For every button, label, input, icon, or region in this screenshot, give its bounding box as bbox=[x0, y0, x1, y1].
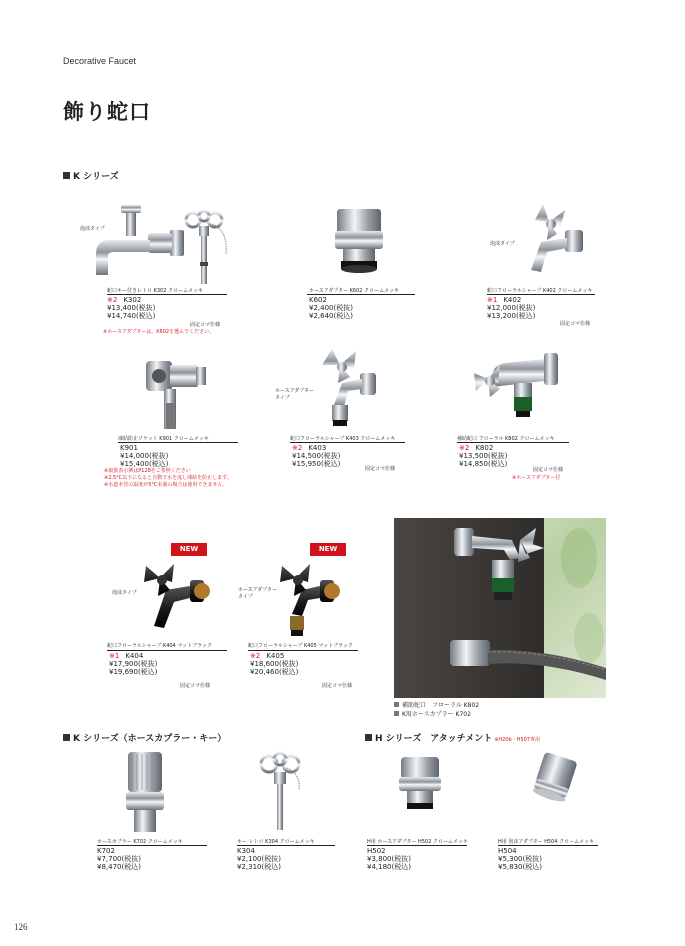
section-heading-k-series: K シリーズ bbox=[63, 169, 119, 182]
spec-label: 固定コマ仕様 bbox=[365, 466, 396, 472]
product-tag-line2: タイプ bbox=[238, 594, 253, 600]
price-excluding-tax: ¥5,300(税抜) bbox=[498, 855, 542, 863]
new-badge: NEW bbox=[171, 543, 207, 556]
product-note: ※ホースアダプターは、K602を選んでください。 bbox=[103, 329, 215, 335]
product-name: 蛇口フローラルシャープ K402 クロームメッキ bbox=[487, 288, 593, 294]
product-name: 蛇口フローラルシャープ K404 マットブラック bbox=[107, 643, 212, 649]
price-including-tax: ¥2,640(税込) bbox=[309, 312, 353, 320]
product-name: 蛇口フローラルシャープ K403 クロームメッキ bbox=[290, 436, 396, 442]
spec-label: 固定コマ仕様 bbox=[533, 467, 564, 473]
product-code-row: ※2 K302 bbox=[107, 296, 142, 304]
product-name: H用 泡沫アダプター H504 クロームメッキ bbox=[498, 839, 595, 845]
product-name: 凍結防止ソケット K901 クロームメッキ bbox=[118, 436, 209, 442]
price-including-tax: ¥4,180(税込) bbox=[367, 863, 411, 871]
installation-photo bbox=[394, 518, 606, 698]
product-divider bbox=[237, 845, 335, 846]
price-excluding-tax: ¥12,000(税抜) bbox=[487, 304, 536, 312]
k702-coupler-image bbox=[120, 750, 170, 835]
price-including-tax: ¥13,200(税込) bbox=[487, 312, 536, 320]
product-divider bbox=[487, 294, 595, 295]
product-name: H用 ホースアダプター H502 クロームメッキ bbox=[367, 839, 468, 845]
product-code: K702 bbox=[97, 847, 115, 855]
product-tag: 泡沫タイプ bbox=[112, 590, 137, 596]
product-code: K602 bbox=[309, 296, 327, 304]
product-tag-line2: タイプ bbox=[275, 395, 290, 401]
price-excluding-tax: ¥13,500(税抜) bbox=[459, 452, 508, 460]
price-excluding-tax: ¥13,400(税抜) bbox=[107, 304, 156, 312]
product-note-2: ※2.5°C以下になると自動で水を流し凍結を防止します。 bbox=[104, 475, 232, 481]
product-code: H504 bbox=[498, 847, 517, 855]
price-excluding-tax: ¥14,000(税抜) bbox=[120, 452, 169, 460]
product-divider bbox=[118, 442, 238, 443]
square-bullet-icon bbox=[63, 734, 70, 741]
k404-faucet-image bbox=[130, 560, 220, 645]
spec-label: 固定コマ仕様 bbox=[560, 321, 591, 327]
page-title: 飾り蛇口 bbox=[63, 99, 151, 124]
price-including-tax: ¥8,470(税込) bbox=[97, 863, 141, 871]
square-bullet-icon bbox=[394, 702, 399, 707]
product-divider bbox=[367, 845, 467, 846]
product-code-row: ※2 K802 bbox=[459, 444, 494, 452]
spec-label: 固定コマ仕様 bbox=[322, 683, 353, 689]
price-including-tax: ¥14,850(税込) bbox=[459, 460, 508, 468]
k802-faucet-image bbox=[470, 347, 580, 432]
price-excluding-tax: ¥18,600(税抜) bbox=[250, 660, 299, 668]
eyebrow-label: Decorative Faucet bbox=[63, 56, 137, 66]
product-name: 蛇口フローラルシャープ K405 マットブラック bbox=[248, 643, 353, 649]
product-name: 蛇口キー付きレトロ K302 クロームメッキ bbox=[107, 288, 204, 294]
price-excluding-tax: ¥3,800(税抜) bbox=[367, 855, 411, 863]
product-note: ※ホースアダプター付 bbox=[512, 475, 561, 481]
new-badge: NEW bbox=[310, 543, 346, 556]
price-excluding-tax: ¥2,100(税抜) bbox=[237, 855, 281, 863]
photo-caption-2: K用ホースカプラー K702 bbox=[394, 711, 471, 719]
product-divider bbox=[248, 650, 358, 651]
price-excluding-tax: ¥17,900(税抜) bbox=[109, 660, 158, 668]
product-name: ホースカプラー K702 クロームメッキ bbox=[97, 839, 183, 845]
price-including-tax: ¥2,310(税込) bbox=[237, 863, 281, 871]
k302-faucet-image bbox=[88, 200, 238, 290]
product-tag-line1: ホースアダプター bbox=[238, 587, 278, 593]
product-tag: 泡沫タイプ bbox=[80, 226, 105, 232]
product-code: H502 bbox=[367, 847, 386, 855]
h504-aerator-adapter-image bbox=[525, 750, 585, 810]
k403-faucet-image bbox=[312, 343, 382, 433]
product-divider bbox=[97, 845, 207, 846]
product-code-row: ※1 K402 bbox=[487, 296, 522, 304]
square-bullet-icon bbox=[365, 734, 372, 741]
price-including-tax: ¥20,460(税込) bbox=[250, 668, 299, 676]
product-name: ホースアダプター K602 クロームメッキ bbox=[309, 288, 400, 294]
product-divider bbox=[307, 294, 415, 295]
product-code: K901 bbox=[120, 444, 138, 452]
product-code-row: ※2 K405 bbox=[250, 652, 285, 660]
photo-caption-1: 補助蛇口 フローラル K802 bbox=[394, 702, 479, 710]
product-code-row: ※1 K404 bbox=[109, 652, 144, 660]
page-number: 126 bbox=[14, 922, 28, 932]
product-tag-line1: ホースアダプター bbox=[275, 388, 315, 394]
product-divider bbox=[498, 845, 598, 846]
price-including-tax: ¥19,690(税込) bbox=[109, 668, 158, 676]
product-tag: 泡沫タイプ bbox=[490, 241, 515, 247]
product-divider bbox=[290, 442, 405, 443]
k402-faucet-image bbox=[505, 200, 595, 285]
k304-key-image bbox=[255, 750, 305, 835]
price-including-tax: ¥14,740(税込) bbox=[107, 312, 156, 320]
product-divider bbox=[107, 294, 227, 295]
product-note-3: ※水道本管の温度が5°C未満の場合は使用できません。 bbox=[104, 482, 228, 488]
price-excluding-tax: ¥2,400(税抜) bbox=[309, 304, 353, 312]
spec-label: 固定コマ仕様 bbox=[180, 683, 211, 689]
price-including-tax: ¥5,830(税込) bbox=[498, 863, 542, 871]
product-code: K304 bbox=[237, 847, 255, 855]
k901-socket-image bbox=[142, 355, 212, 435]
price-excluding-tax: ¥14,500(税抜) bbox=[292, 452, 341, 460]
section-heading-h-series: H シリーズ アタッチメント ※H20b・H507専用 bbox=[365, 731, 540, 744]
price-excluding-tax: ¥7,700(税抜) bbox=[97, 855, 141, 863]
product-name: 補助蛇口 フローラル K802 クロームメッキ bbox=[457, 436, 555, 442]
k602-hose-adapter-image bbox=[325, 205, 395, 280]
product-divider bbox=[457, 442, 569, 443]
product-divider bbox=[107, 650, 227, 651]
price-including-tax: ¥15,950(税込) bbox=[292, 460, 341, 468]
square-bullet-icon bbox=[63, 172, 70, 179]
section-heading-k-coupler: K シリーズ（ホースカプラー・キー） bbox=[63, 731, 226, 744]
k405-faucet-image bbox=[270, 560, 350, 645]
product-name: キー レトロ K304 クロームメッキ bbox=[237, 839, 315, 845]
price-including-tax: ¥15,400(税込) bbox=[120, 460, 169, 468]
spec-label: 固定コマ仕様 bbox=[190, 322, 221, 328]
product-code-row: ※2 K403 bbox=[292, 444, 327, 452]
product-note-1: ※取扱表示例はP128をご参照ください bbox=[104, 468, 191, 474]
h502-hose-adapter-image bbox=[395, 755, 445, 820]
square-bullet-icon bbox=[394, 711, 399, 716]
